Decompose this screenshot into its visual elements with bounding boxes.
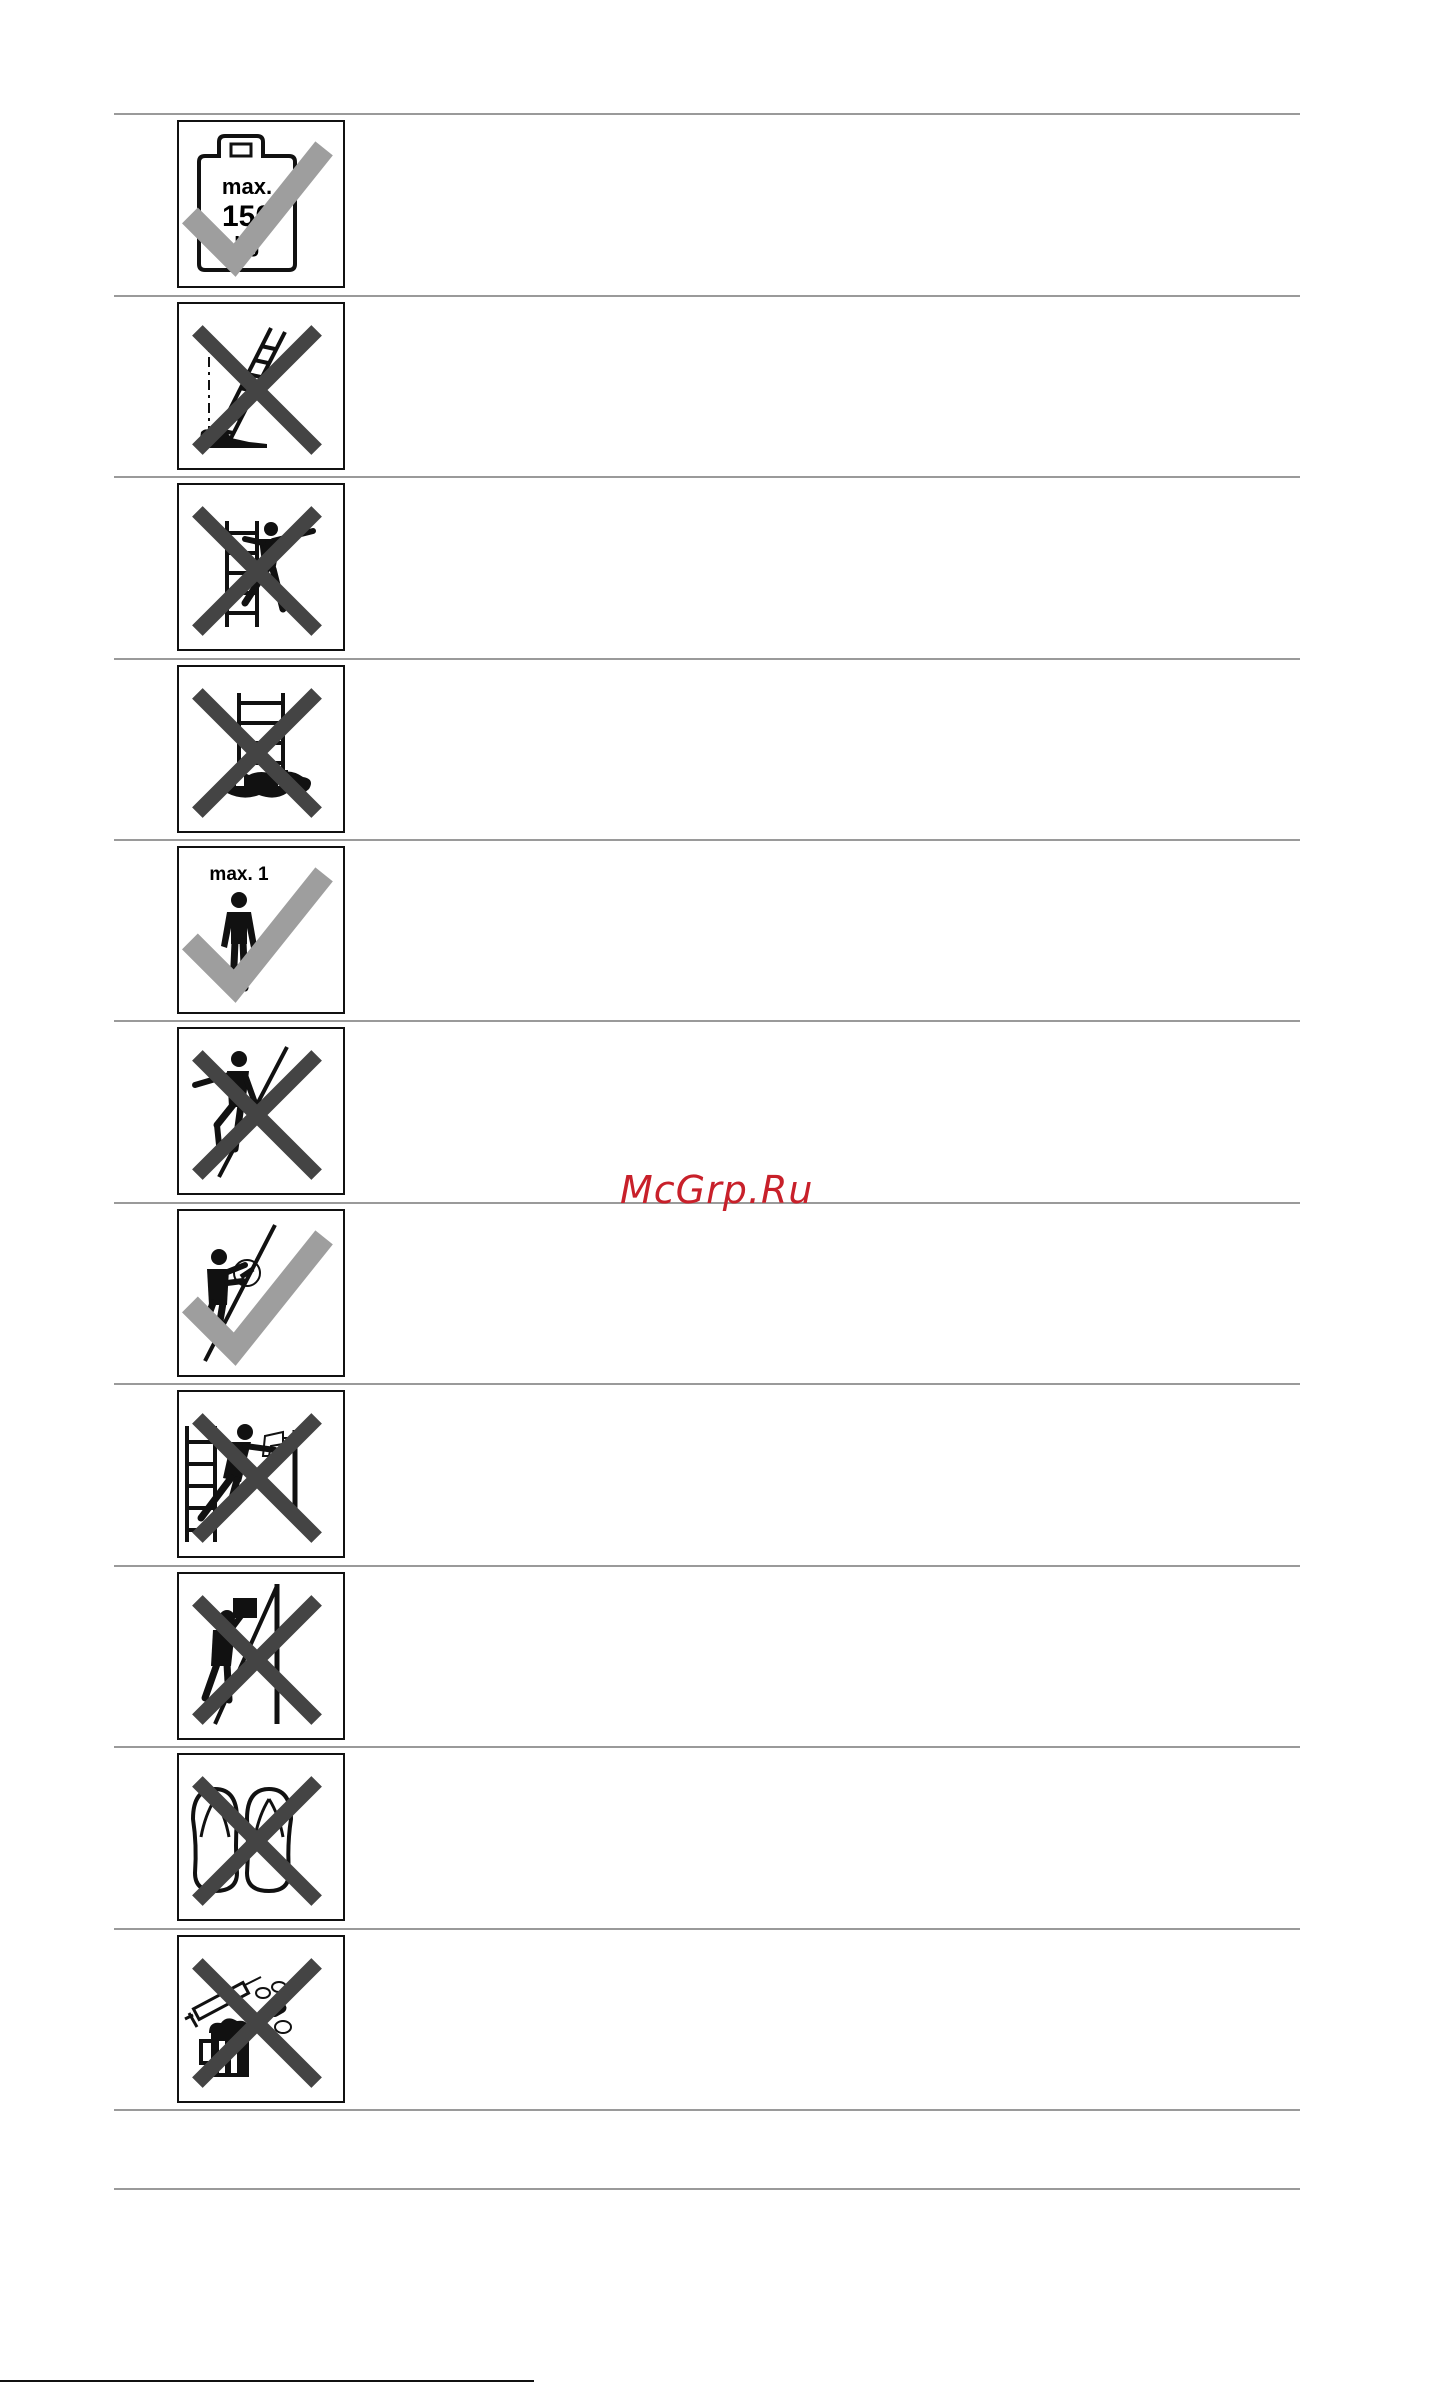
weight-label-2: 150 bbox=[221, 200, 273, 233]
pictogram-row bbox=[114, 1747, 1300, 1929]
pictogram-row bbox=[114, 1566, 1300, 1748]
climbing-without-grip-icon bbox=[177, 1027, 345, 1195]
overreaching-icon bbox=[177, 483, 345, 651]
carrying-heavy-load-icon bbox=[177, 1572, 345, 1740]
pictogram-row bbox=[114, 296, 1300, 478]
pictogram-row bbox=[114, 1203, 1300, 1385]
max-one-person-icon bbox=[177, 846, 345, 1014]
ladder-on-unstable-surface-icon bbox=[177, 665, 345, 833]
pictogram-row bbox=[114, 114, 1300, 296]
cross-icon bbox=[175, 1033, 339, 1197]
max-weight-icon bbox=[177, 120, 345, 288]
cross-icon bbox=[175, 671, 339, 835]
cross-icon bbox=[175, 308, 339, 472]
weight-label-1: max. bbox=[221, 174, 273, 199]
cross-icon bbox=[175, 1759, 339, 1923]
separator-line bbox=[114, 2188, 1300, 2190]
watermark: McGrp.Ru bbox=[620, 1168, 814, 1212]
weight-label-3: kg bbox=[234, 232, 260, 257]
pictogram-row bbox=[114, 1929, 1300, 2111]
flip-flops-icon bbox=[177, 1753, 345, 1921]
pictogram-row bbox=[114, 659, 1300, 841]
cross-icon bbox=[175, 489, 339, 653]
person-limit-label: max. 1 bbox=[209, 864, 269, 885]
drugs-and-alcohol-icon bbox=[177, 1935, 345, 2103]
check-icon bbox=[175, 852, 339, 1016]
ladder-on-uneven-ground-icon bbox=[177, 302, 345, 470]
cross-icon bbox=[175, 1578, 339, 1742]
pictogram-row bbox=[114, 477, 1300, 659]
check-icon bbox=[175, 126, 339, 290]
pictogram-row bbox=[114, 840, 1300, 1022]
cross-icon bbox=[175, 1396, 339, 1560]
cross-icon bbox=[175, 1941, 339, 2105]
pictogram-row bbox=[114, 1384, 1300, 1566]
drilling-sideways-icon bbox=[177, 1390, 345, 1558]
check-icon bbox=[175, 1215, 339, 1379]
climbing-with-tool-holder-icon bbox=[177, 1209, 345, 1377]
